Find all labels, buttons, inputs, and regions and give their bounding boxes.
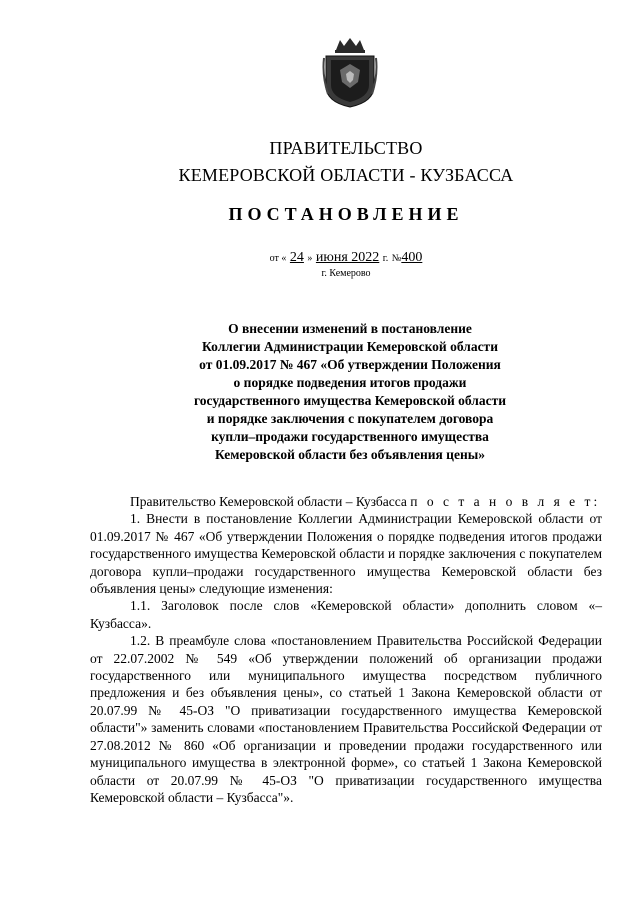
government-name-line1: ПРАВИТЕЛЬСТВО [269,138,423,158]
title-line: купли–продажи государственного имущества [211,429,489,444]
title-line: о порядке подведения итогов продажи [233,375,467,390]
date-month-year: июня 2022 [315,250,380,265]
document-body [90,493,602,806]
title-line: Кемеровской области без объявления цены» [214,447,486,462]
document-type: ПОСТАНОВЛЕНИЕ [228,204,464,224]
paragraph-1: 1. Внести в постановление Коллегии Администрации Кемеровской области от 01.09.2017 № 467 «Об утверждении Положения о порядке подведения итогов продажи государственного имущества Кемеровской области и порядке заключения с покупателем договора купли–продажи государственного имущества Кемеровской области без объявления цены» следующие изменения: [90,511,602,597]
paragraph-1-2: 1.2. В преамбуле слова «постановлением Правительства Российской Федерации от 22.07.2002 № 549 «Об утверждении положений об организации продажи государственного или муниципального имущества посредством публичного предложения и без объявления цены», со статьей 1 Закона Кемеровской области от 20.07.99 № 45-ОЗ "О приватизации государственного имущества Кемеровской области"» заменить словами «постановлением Правительства Российской Федерации от 27.08.2012 № 860 «Об организации и проведении продажи государственного или муниципального имущества в электронной форме», со статьей 1 Закона Кемеровской области от 20.07.99 № 45-ОЗ "О приватизации государственного имущества Кемеровской области – Кузбасса"». [90,633,602,805]
city: г. Кемерово [321,268,371,279]
number-prefix: № [391,253,402,264]
document-number: 400 [401,250,423,265]
date-number-line [26,250,640,267]
intro-text: Правительство Кемеровской области – Кузбасса [130,494,407,509]
government-name-line2: КЕМЕРОВСКОЙ ОБЛАСТИ - КУЗБАССА [178,165,514,185]
date-mid: » [307,253,313,264]
title-line: и порядке заключения с покупателем договора [206,411,494,426]
intro-paragraph [90,493,602,510]
title-line: от 01.09.2017 № 467 «Об утверждении Положения [199,357,501,372]
title-line: О внесении изменений в постановление [228,321,472,336]
year-suffix: г. [382,253,389,264]
title-line: государственного имущества Кемеровской области [193,393,506,408]
document-title [150,320,550,464]
date-day: 24 [289,250,304,265]
title-line: Коллегии Администрации Кемеровской области [202,339,498,354]
resolves-word: п о с т а н о в л я е т: [410,494,601,509]
date-prefix: от « [269,253,287,264]
paragraph-1-1: 1.1. Заголовок после слов «Кемеровской области» дополнить словом «– Кузбасса». [90,598,602,631]
coat-of-arms-icon [322,36,378,108]
